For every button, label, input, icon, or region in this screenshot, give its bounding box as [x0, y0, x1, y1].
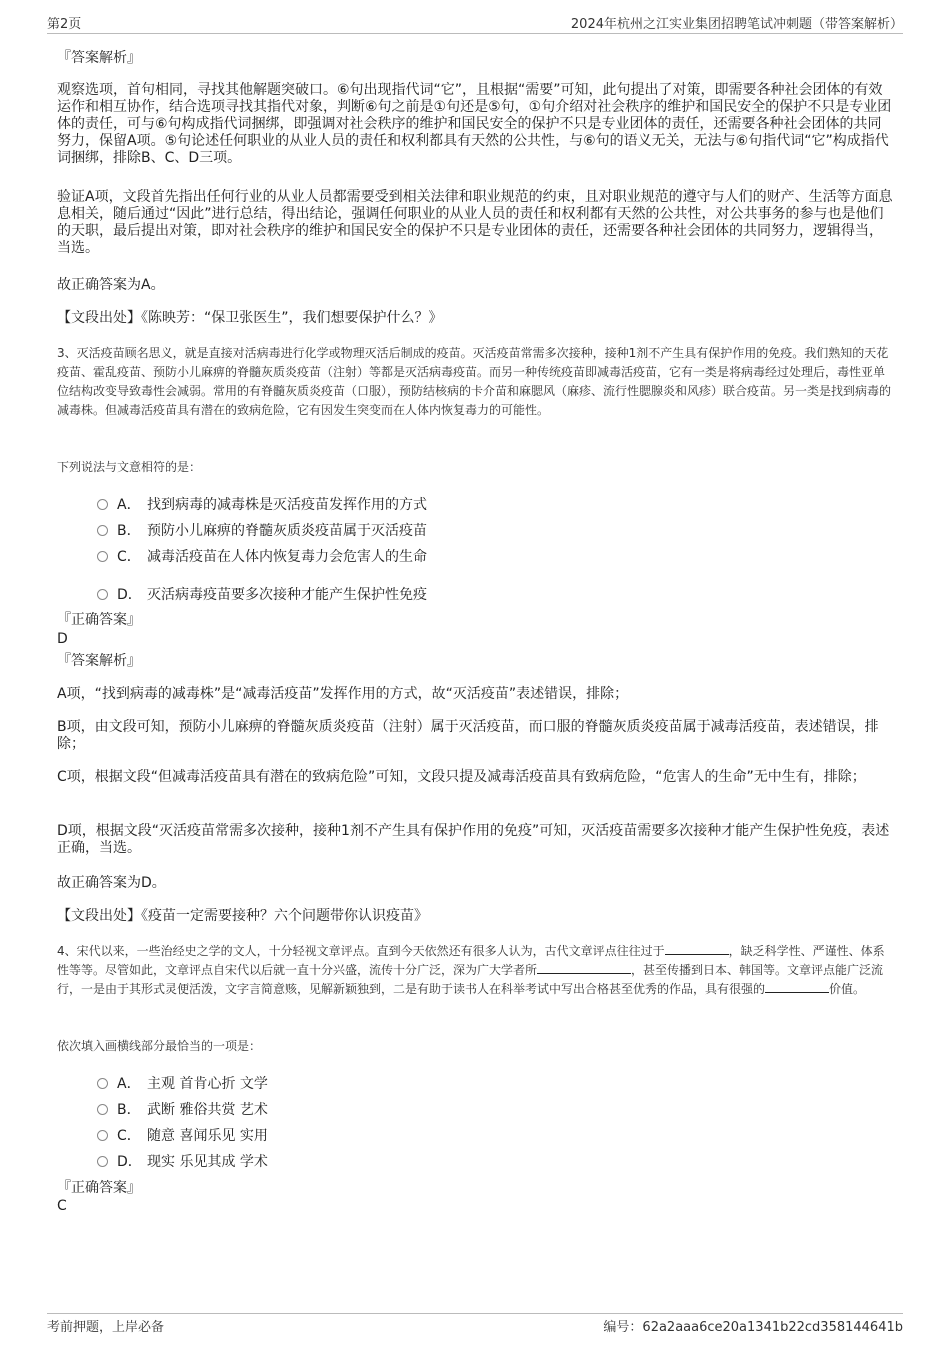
- document-code: 编号：62a2aaa6ce20a1341b22cd358144641b: [603, 1320, 903, 1335]
- q3-analysis-b: B项，由文段可知，预防小儿麻痹的脊髓灰质炎疫苗（注射）属于灭活疫苗，而口服的脊髓灰质炎疫苗属于减毒活疫苗，表述错误，排除；: [57, 719, 879, 752]
- q4-passage: 4、宋代以来，一些治经史之学的文人，十分轻视文章评点。直到今天依然还有很多人认为，古代文章评点往往过于 ，缺乏科学性、严谨性、体系性等等。尽管如此，文章评点自宋代以后就一直十分兴盛，流传十分广泛，深为广大学者所 ，甚至传播到日本、韩国等。文章评点能广泛流行，一是由于其形式灵便活泼，文字言简意赅，见解新颖独到，二是有助于读书人在科举考试中写出合格甚至优秀的作品，具有很强的 价值。: [57, 944, 885, 996]
- document-title: 2024年杭州之江实业集团招聘笔试冲刺题（带答案解析）: [570, 17, 903, 32]
- q2-source: 【文段出处】《陈映芳：“保卫张医生”，我们想要保护什么？》: [57, 310, 443, 326]
- q2-analysis-label: 『答案解析』: [57, 50, 141, 66]
- blank-2: [537, 961, 631, 974]
- blank-3: [765, 980, 829, 993]
- page-footer: [47, 1313, 903, 1336]
- q3-option-a[interactable]: A． 找到病毒的减毒株是灭活疫苗发挥作用的方式: [97, 494, 427, 514]
- q3-analysis-a: A项，“找到病毒的减毒株”是“减毒活疫苗”发挥作用的方式，故“灭活疫苗”表述错误，排除；: [57, 686, 629, 702]
- q4-option-d[interactable]: D． 现实 乐见其成 学术: [97, 1151, 268, 1171]
- radio-icon[interactable]: [97, 525, 108, 536]
- page-number: 第2页: [47, 17, 82, 32]
- q2-analysis-para2: 验证A项，文段首先指出任何行业的从业人员都需要受到相关法律和职业规范的约束，且对职业规范的遵守与人们的财产、生活等方面息息相关，随后通过“因此”进行总结，得出结论，强调任何职业的从业人员的责任和权利都有天然的公共性，对公共事务的参与也是他们的天职，最后提出对策，即对社会秩序的维护和国民安全的保护不只是专业团体的责任，还需要各种社会团体的共同努力，逻辑得当，当选。: [57, 189, 893, 256]
- q3-analysis-d: D项，根据文段“灭活疫苗常需多次接种，接种1剂不产生具有保护作用的免疫”可知，灭活疫苗需要多次接种才能产生保护性免疫，表述正确，当选。: [57, 823, 890, 856]
- q3-analysis-c: C项，根据文段“但减毒活疫苗具有潜在的致病危险”可知，文段只提及减毒活疫苗具有致病危险，“危害人的生命”无中生有，排除；: [57, 769, 866, 785]
- q3-prompt: 下列说法与文意相符的是：: [57, 460, 202, 474]
- q4-answer-label: 『正确答案』: [57, 1180, 141, 1196]
- q4-answer: C: [57, 1198, 67, 1214]
- q4-option-b[interactable]: B． 武断 雅俗共赏 艺术: [97, 1099, 268, 1119]
- q3-conclusion: 故正确答案为D。: [57, 875, 166, 891]
- q2-analysis-para1: 观察选项，首句相同，寻找其他解题突破口。⑥句出现指代词“它”，且根据“需要”可知，此句提出了对策，即需要各种社会团体的有效运作和相互协作，结合选项寻找其指代对象，判断⑥句之前是①句还是⑤句，①句介绍对社会秩序的维护和国民安全的保护不只是专业团体的责任，可与⑥句构成指代词捆绑，即强调对社会秩序的维护和国民安全的保护不只是专业团体的责任，还需要各种社会团体的共同努力，保留A项。⑤句论述任何职业的从业人员的责任和权利都具有天然的公共性，与⑥句的语义无关，无法与⑥句指代词“它”构成指代词捆绑，排除B、C、D三项。: [57, 82, 892, 166]
- q3-option-d[interactable]: D． 灭活病毒疫苗要多次接种才能产生保护性免疫: [97, 584, 427, 604]
- q3-analysis-label: 『答案解析』: [57, 653, 141, 669]
- q4-option-c[interactable]: C． 随意 喜闻乐见 实用: [97, 1125, 268, 1145]
- page-header: [47, 13, 903, 34]
- q3-option-c[interactable]: C． 减毒活疫苗在人体内恢复毒力会危害人的生命: [97, 546, 427, 566]
- q2-conclusion: 故正确答案为A。: [57, 277, 165, 293]
- radio-icon[interactable]: [97, 1104, 108, 1115]
- radio-icon[interactable]: [97, 589, 108, 600]
- radio-icon[interactable]: [97, 499, 108, 510]
- radio-icon[interactable]: [97, 551, 108, 562]
- blank-1: [665, 942, 729, 955]
- q3-source: 【文段出处】《疫苗一定需要接种？六个问题带你认识疫苗》: [57, 908, 428, 924]
- radio-icon[interactable]: [97, 1130, 108, 1141]
- q3-option-b[interactable]: B． 预防小儿麻痹的脊髓灰质炎疫苗属于灭活疫苗: [97, 520, 427, 540]
- q3-answer-label: 『正确答案』: [57, 612, 141, 628]
- footer-slogan: 考前押题，上岸必备: [47, 1320, 165, 1335]
- radio-icon[interactable]: [97, 1078, 108, 1089]
- q4-prompt: 依次填入画横线部分最恰当的一项是：: [57, 1039, 262, 1053]
- q3-answer: D: [57, 631, 68, 647]
- radio-icon[interactable]: [97, 1156, 108, 1167]
- q4-option-a[interactable]: A． 主观 首肯心折 文学: [97, 1073, 268, 1093]
- q3-passage: 3、灭活疫苗顾名思义，就是直接对活病毒进行化学或物理灭活后制成的疫苗。灭活疫苗常需多次接种，接种1剂不产生具有保护作用的免疫。我们熟知的天花疫苗、霍乱疫苗、预防小儿麻痹的脊髓灰质炎疫苗（注射）等都是灭活病毒疫苗。而另一种传统疫苗即减毒活疫苗，它有一类是将病毒经过处理后，毒性亚单位结构改变导致毒性会减弱。常用的有脊髓灰质炎疫苗（口服），预防结核病的卡介苗和麻腮风（麻疹、流行性腮腺炎和风疹）联合疫苗。另一类是找到病毒的减毒株。但减毒活疫苗具有潜在的致病危险，它有因发生突变而在人体内恢复毒力的可能性。: [57, 346, 892, 417]
